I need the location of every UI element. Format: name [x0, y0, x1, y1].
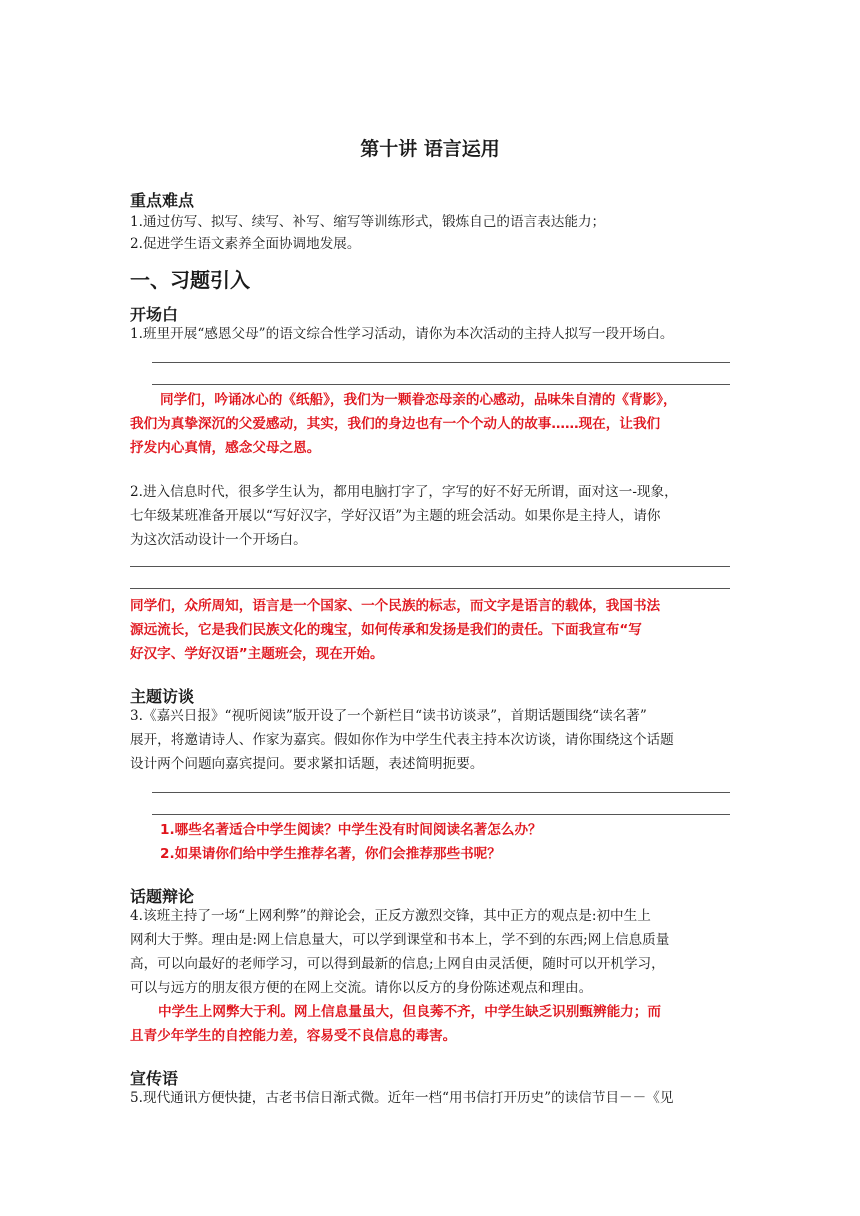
question-4-line-1: 4.该班主持了一场“上网利弊”的辩论会，正反方激烈交锋，其中正方的观点是:初中生上	[130, 908, 651, 924]
question-4-line-2: 网利大于弊。理由是:网上信息量大，可以学到课堂和书本上，学不到的东西;网上信息质量	[130, 932, 670, 948]
question-3-line-3: 设计两个问题向嘉宾提问。要求紧扣话题，表述简明扼要。	[130, 756, 484, 772]
section-1-heading: 一、习题引入	[130, 268, 250, 292]
answer-1-line-2: 我们为真挚深沉的父爱感动，其实，我们的身边也有一个个动人的故事……现在，让我们	[130, 416, 661, 432]
question-4-line-4: 可以与远方的朋友很方便的在网上交流。请你以反方的身份陈述观点和理由。	[130, 980, 593, 996]
question-3-line-2: 展开，将邀请诗人、作家为嘉宾。假如你作为中学生代表主持本次访谈，请你围绕这个话题	[130, 732, 674, 748]
opening-heading: 开场白	[130, 305, 179, 324]
key-points-heading: 重点难点	[130, 191, 195, 210]
answer-3-line-1: 1.哪些名著适合中学生阅读？中学生没有时间阅读名著怎么办？	[160, 822, 542, 838]
answer-1-line-3: 抒发内心真情，感念父母之恩。	[130, 440, 321, 456]
question-2-line-2: 七年级某班准备开展以“写好汉字，学好汉语”为主题的班会活动。如果你是主持人，请你	[130, 508, 661, 524]
answer-4-line-1: 中学生上网弊大于利。网上信息量虽大，但良莠不齐，中学生缺乏识别甄辨能力；而	[158, 1004, 661, 1020]
question-4-line-3: 高，可以向最好的老师学习，可以得到最新的信息;上网自由灵活便，随时可以开机学习，	[130, 956, 665, 972]
key-point-2: 2.促进学生语文素养全面协调地发展。	[130, 236, 361, 252]
answer-2-line-1: 同学们，众所周知，语言是一个国家、一个民族的标志，而文字是语言的载体，我国书法	[130, 598, 661, 614]
answer-1-line-1: 同学们，吟诵冰心的《纸船》，我们为一颗眷恋母亲的心感动，品味朱自清的《背影》，	[160, 392, 677, 408]
answer-line	[152, 814, 730, 815]
debate-heading: 话题辩论	[130, 887, 195, 906]
question-2-line-1: 2.进入信息时代，很多学生认为，都用电脑打字了，字写的好不好无所谓，面对这一-现象，	[130, 484, 678, 500]
page-title: 第十讲 语言运用	[360, 138, 500, 160]
answer-line	[130, 566, 730, 567]
answer-2-line-2: 源远流长，它是我们民族文化的瑰宝，如何传承和发扬是我们的责任。下面我宣布“写	[130, 622, 642, 638]
key-point-1: 1.通过仿写、拟写、续写、补写、缩写等训练形式，锻炼自己的语言表达能力；	[130, 214, 606, 230]
answer-line	[152, 384, 730, 385]
question-5: 5.现代通讯方便快捷，古老书信日渐式微。近年一档“用书信打开历史”的读信节目－－《见	[130, 1090, 674, 1106]
slogan-heading: 宣传语	[130, 1069, 179, 1088]
answer-line	[152, 792, 730, 793]
answer-3-line-2: 2.如果请你们给中学生推荐名著，你们会推荐那些书呢？	[160, 846, 501, 862]
answer-2-line-3: 好汉字、学好汉语”主题班会，现在开始。	[130, 646, 384, 662]
question-3-line-1: 3.《嘉兴日报》“视听阅读”版开设了一个新栏目“读书访谈录”，首期话题围绕“读名著”	[130, 708, 647, 724]
answer-4-line-2: 且青少年学生的自控能力差，容易受不良信息的毒害。	[130, 1028, 457, 1044]
answer-line	[152, 362, 730, 363]
question-1: 1.班里开展“感恩父母”的语文综合性学习活动，请你为本次活动的主持人拟写一段开场白。	[130, 326, 674, 342]
question-2-line-3: 为这次活动设计一个开场白。	[130, 532, 307, 548]
answer-line	[130, 588, 730, 589]
interview-heading: 主题访谈	[130, 687, 195, 706]
